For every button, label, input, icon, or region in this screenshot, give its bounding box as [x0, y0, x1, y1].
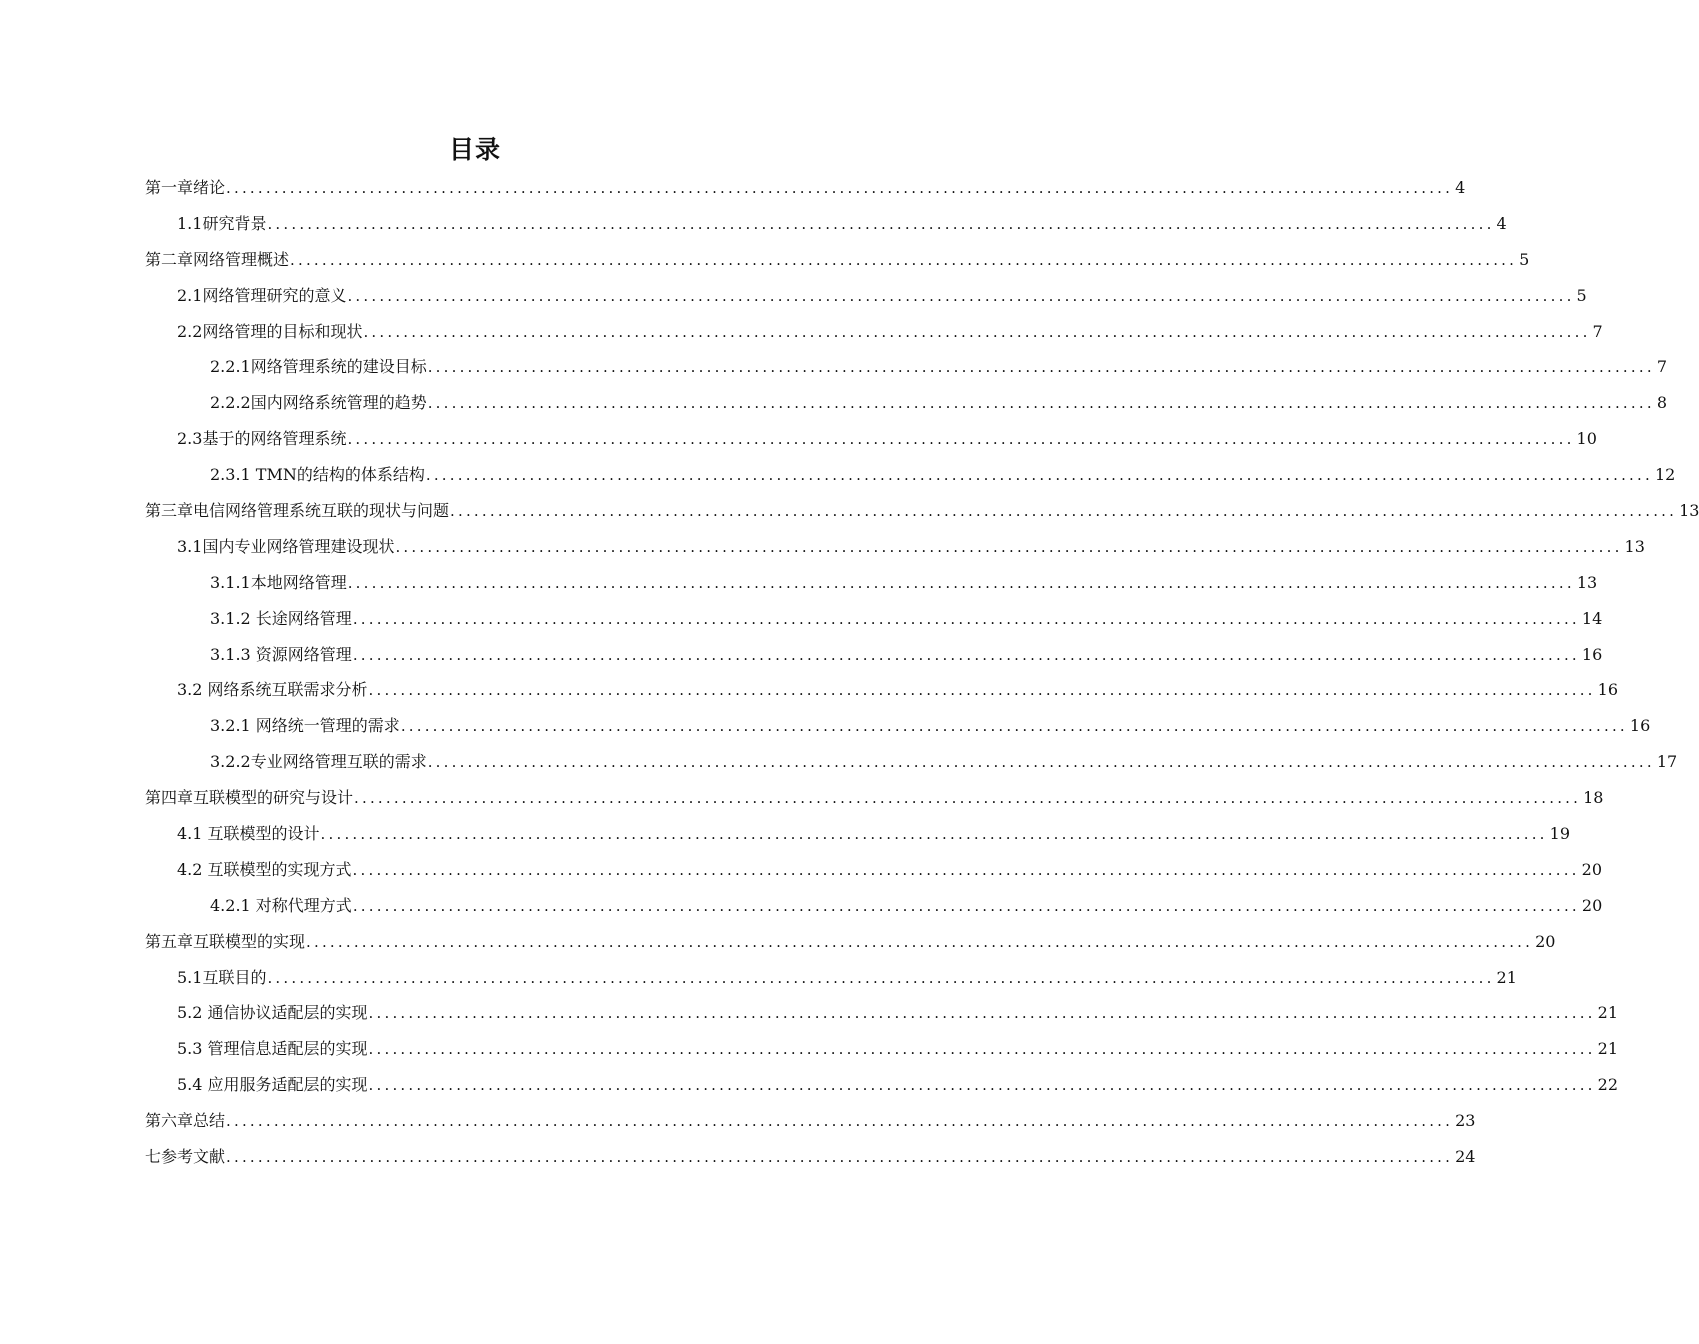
- toc-entry-page: 10: [1576, 429, 1597, 449]
- toc-entry-text: 1.1研究背景: [177, 213, 267, 233]
- toc-entry-text: 第二章网络管理概述: [145, 249, 290, 269]
- toc-entry-page: 16: [1581, 644, 1603, 664]
- toc-entry-page: 5: [1576, 285, 1587, 305]
- toc-entry[interactable]: [145, 601, 1603, 637]
- toc-entry[interactable]: [145, 421, 1597, 457]
- toc-entry-page: 13: [1576, 572, 1598, 592]
- toc-leader-dots: ..........................................................................................................................................................: [347, 430, 1575, 449]
- toc-entry-text: 5.2 通信协议适配层的实现: [177, 1003, 368, 1023]
- toc-entry-page: 19: [1549, 824, 1570, 844]
- toc-entry[interactable]: [145, 1103, 1476, 1139]
- toc-leader-dots: ..........................................................................................................................................................: [427, 394, 1655, 413]
- toc-entry[interactable]: [145, 852, 1602, 888]
- toc-leader-dots: ..........................................................................................................................................................: [347, 573, 1575, 592]
- toc-leader-dots: ..........................................................................................................................................................: [427, 753, 1655, 772]
- toc-entry-text: 4.2.1 对称代理方式: [210, 895, 352, 915]
- toc-leader-dots: ..........................................................................................................................................................: [368, 1040, 1596, 1059]
- toc-entry-page: 5: [1519, 249, 1530, 269]
- toc-entry[interactable]: [145, 708, 1651, 744]
- toc-leader-dots: ..........................................................................................................................................................: [306, 932, 1534, 951]
- toc-entry[interactable]: [145, 924, 1556, 960]
- toc-leader-dots: ..........................................................................................................................................................: [226, 179, 1454, 197]
- toc-entry-text: 2.1网络管理研究的意义: [177, 285, 347, 305]
- toc-leader-dots: ..........................................................................................................................................................: [400, 717, 1628, 736]
- toc-entry[interactable]: [145, 349, 1667, 385]
- toc-entry-text: 3.2.2专业网络管理互联的需求: [210, 752, 427, 772]
- toc-entry[interactable]: [145, 672, 1618, 708]
- toc-entry-page: 13: [1679, 501, 1699, 521]
- toc-entry-text: 3.1国内专业网络管理建设现状: [177, 536, 395, 556]
- toc-entry-text: 3.1.3 资源网络管理: [210, 644, 352, 664]
- toc-entry[interactable]: [145, 1067, 1618, 1103]
- toc-entry[interactable]: [145, 278, 1587, 314]
- toc-entry-text: 5.1互联目的: [177, 967, 267, 987]
- toc-entry[interactable]: [145, 780, 1604, 816]
- toc-entry-text: 第六章总结: [145, 1111, 226, 1131]
- toc-entry-page: 4: [1455, 178, 1466, 197]
- toc-entry-page: 18: [1583, 788, 1604, 808]
- toc-entry-page: 21: [1597, 1039, 1618, 1059]
- toc-entry-page: 14: [1581, 608, 1603, 628]
- toc-entry-text: 3.2.1 网络统一管理的需求: [210, 716, 400, 736]
- toc-leader-dots: ..........................................................................................................................................................: [267, 968, 1495, 987]
- toc-entry-page: 12: [1654, 465, 1676, 485]
- toc-entry[interactable]: [145, 744, 1678, 780]
- toc-entry-page: 22: [1597, 1075, 1618, 1095]
- toc-leader-dots: ..........................................................................................................................................................: [427, 358, 1655, 377]
- toc-entry-text: 2.2.1网络管理系统的建设目标: [210, 357, 427, 377]
- toc-entry[interactable]: [145, 565, 1598, 601]
- toc-entry-page: 24: [1455, 1147, 1476, 1167]
- toc-entry[interactable]: [145, 1139, 1476, 1175]
- toc-title: 目录: [448, 135, 501, 164]
- toc-entry[interactable]: [145, 206, 1507, 242]
- toc-entry[interactable]: [145, 816, 1570, 852]
- toc-leader-dots: ..........................................................................................................................................................: [290, 250, 1518, 269]
- toc-leader-dots: ..........................................................................................................................................................: [267, 214, 1495, 233]
- toc-leader-dots: ..........................................................................................................................................................: [354, 789, 1582, 808]
- toc-leader-dots: ..........................................................................................................................................................: [368, 681, 1596, 700]
- toc-leader-dots: ..........................................................................................................................................................: [352, 896, 1580, 915]
- toc-entry-text: 2.2网络管理的目标和现状: [177, 321, 363, 341]
- toc-entry-text: 第一章绪论: [145, 178, 226, 197]
- toc-entry-text: 3.1.2 长途网络管理: [210, 608, 352, 628]
- toc-entry-text: 第五章互联模型的实现: [145, 931, 306, 951]
- toc-entry-text: 3.2 网络系统互联需求分析: [177, 680, 368, 700]
- toc-leader-dots: ..........................................................................................................................................................: [352, 645, 1580, 664]
- toc-entry-page: 16: [1629, 716, 1651, 736]
- toc-entry-text: 5.3 管理信息适配层的实现: [177, 1039, 368, 1059]
- toc-entry-page: 7: [1656, 357, 1667, 377]
- toc-entry-text: 2.2.2国内网络系统管理的趋势: [210, 393, 427, 413]
- toc-entry-text: 4.1 互联模型的设计: [177, 824, 320, 844]
- toc-entry-page: 21: [1597, 1003, 1618, 1023]
- toc-leader-dots: ..........................................................................................................................................................: [450, 502, 1678, 521]
- toc-leader-dots: ..........................................................................................................................................................: [320, 825, 1548, 844]
- toc-entry-text: 第四章互联模型的研究与设计: [145, 788, 354, 808]
- toc-leader-dots: ..........................................................................................................................................................: [347, 286, 1575, 305]
- toc-entry-page: 4: [1496, 213, 1507, 233]
- toc-entry[interactable]: [145, 637, 1603, 673]
- toc-entry-page: 16: [1597, 680, 1618, 700]
- toc-entry-page: 17: [1656, 752, 1678, 772]
- toc-entry-page: 20: [1581, 859, 1602, 879]
- toc-entry[interactable]: [145, 170, 1466, 206]
- toc-entry[interactable]: [145, 960, 1517, 996]
- toc-leader-dots: ..........................................................................................................................................................: [352, 609, 1580, 628]
- toc-entry[interactable]: [145, 995, 1618, 1031]
- toc-entry[interactable]: [145, 888, 1603, 924]
- toc-entry-page: 7: [1592, 321, 1603, 341]
- toc-list: [145, 170, 1699, 1175]
- toc-entry-page: 23: [1455, 1111, 1476, 1131]
- toc-leader-dots: ..........................................................................................................................................................: [352, 860, 1580, 879]
- toc-entry-text: 4.2 互联模型的实现方式: [177, 859, 352, 879]
- toc-entry[interactable]: [145, 529, 1645, 565]
- toc-leader-dots: ..........................................................................................................................................................: [425, 466, 1653, 485]
- toc-entry-text: 七参考文献: [145, 1147, 226, 1167]
- toc-entry-page: 13: [1624, 536, 1645, 556]
- toc-leader-dots: ..........................................................................................................................................................: [363, 322, 1591, 341]
- toc-leader-dots: ..........................................................................................................................................................: [368, 1076, 1596, 1095]
- toc-entry-text: 2.3基于的网络管理系统: [177, 429, 347, 449]
- toc-leader-dots: ..........................................................................................................................................................: [368, 1004, 1596, 1023]
- toc-entry-text: 第三章电信网络管理系统互联的现状与问题: [145, 501, 450, 521]
- toc-entry-page: 21: [1496, 967, 1517, 987]
- toc-entry-text: 3.1.1本地网络管理: [210, 572, 347, 592]
- toc-entry-page: 20: [1581, 895, 1603, 915]
- toc-entry[interactable]: [145, 457, 1676, 493]
- toc-entry[interactable]: [145, 385, 1667, 421]
- toc-entry-page: 20: [1535, 931, 1556, 951]
- toc-entry[interactable]: [145, 493, 1699, 529]
- toc-entry-text: 2.3.1 TMN的结构的体系结构: [210, 465, 425, 485]
- toc-leader-dots: ..........................................................................................................................................................: [395, 537, 1623, 556]
- toc-entry-page: 8: [1656, 393, 1667, 413]
- toc-entry-text: 5.4 应用服务适配层的实现: [177, 1075, 368, 1095]
- toc-leader-dots: ..........................................................................................................................................................: [226, 1148, 1454, 1167]
- toc-entry[interactable]: [145, 1031, 1618, 1067]
- toc-entry[interactable]: [145, 314, 1603, 350]
- toc-entry[interactable]: [145, 242, 1530, 278]
- toc-leader-dots: ..........................................................................................................................................................: [226, 1112, 1454, 1131]
